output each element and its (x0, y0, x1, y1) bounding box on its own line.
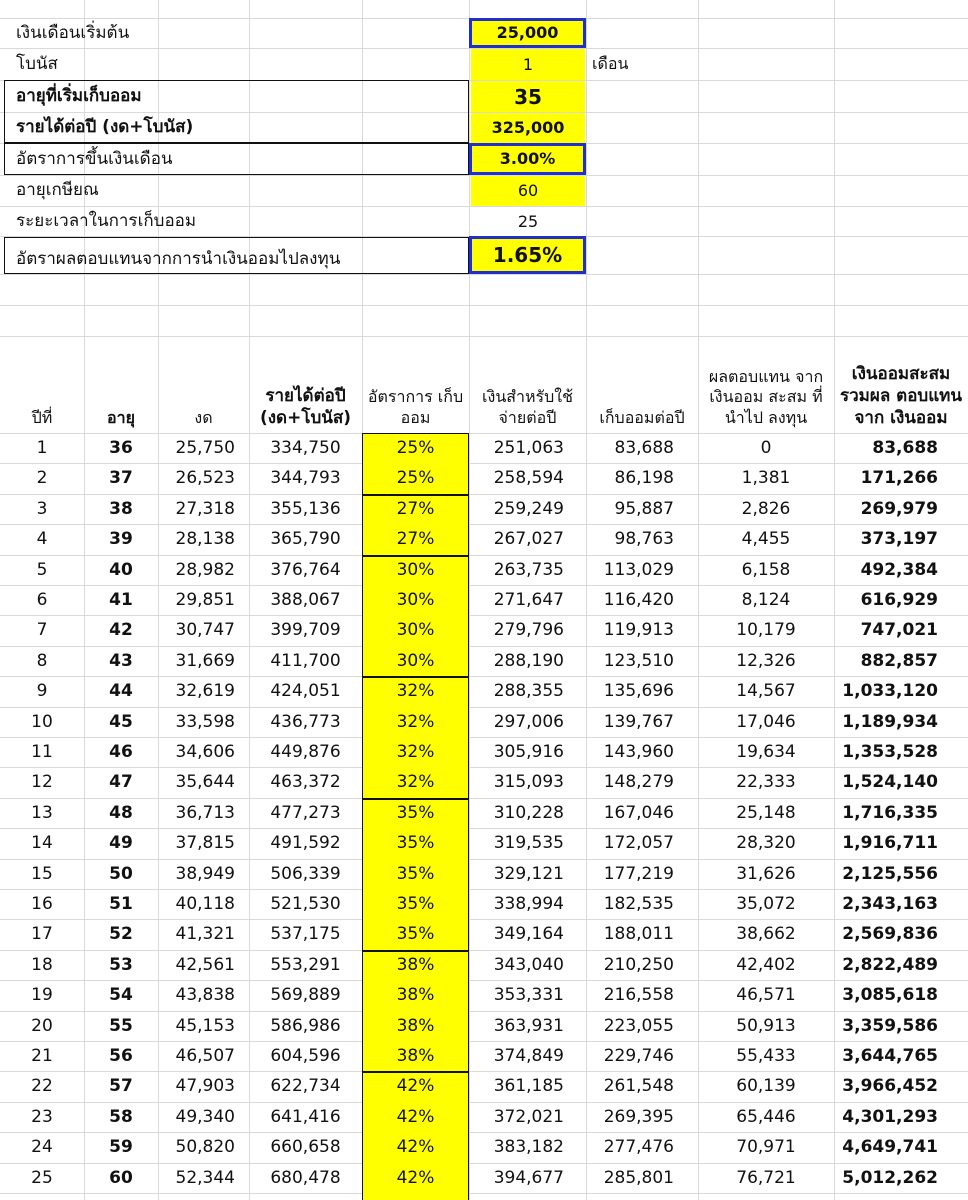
col-annual-income-cell: 365,790 (270, 529, 341, 549)
col-salary-header: งด (194, 408, 213, 428)
col-annual-income-cell: 477,273 (270, 803, 341, 823)
col-age-cell: 50 (109, 864, 133, 884)
col-salary-cell: 50,820 (175, 1137, 235, 1157)
col-spending-cell: 258,594 (493, 468, 564, 488)
param-label-raise-rate: อัตราการขึ้นเงินเดือน (16, 148, 173, 169)
col-annual-income-cell: 641,416 (270, 1107, 341, 1127)
col-annual-income-cell: 604,596 (270, 1046, 341, 1066)
col-annual-income-cell: 399,709 (270, 620, 341, 640)
col-saving-rate-cell: 32% (396, 772, 435, 792)
col-year-cell: 12 (31, 772, 53, 792)
param-value-annual-income[interactable]: 325,000 (471, 113, 585, 143)
col-accumulated-cell: 373,197 (860, 529, 938, 549)
col-age-cell: 59 (109, 1137, 133, 1157)
col-investment-return-cell: 6,158 (741, 560, 791, 580)
col-investment-return-cell: 17,046 (736, 712, 796, 732)
param-label-bonus: โบนัส (16, 53, 58, 74)
col-salary-cell: 36,713 (175, 803, 235, 823)
col-age-cell: 48 (109, 803, 133, 823)
col-accumulated-cell: 1,353,528 (842, 742, 938, 762)
col-year-cell: 10 (31, 712, 53, 732)
param-label-start-age: อายุที่เริ่มเก็บออม (16, 85, 142, 106)
col-annual-income-cell: 537,175 (270, 924, 341, 944)
col-year-cell: 6 (36, 590, 48, 610)
param-value-retire-age[interactable]: 60 (471, 176, 585, 206)
col-salary-cell: 26,523 (175, 468, 235, 488)
col-saving-rate-header: อัตราการ เก็บออม (367, 387, 464, 428)
col-salary-cell: 31,669 (175, 651, 235, 671)
col-year-cell: 22 (31, 1076, 53, 1096)
param-unit-bonus: เดือน (592, 54, 629, 73)
col-saving-rate-cell: 35% (396, 833, 435, 853)
col-saving-rate-cell: 35% (396, 894, 435, 914)
col-accumulated-cell: 2,822,489 (842, 955, 938, 975)
col-spending-cell: 319,535 (493, 833, 564, 853)
col-year-cell: 1 (36, 438, 48, 458)
saving-rate-column-outline (362, 433, 469, 1200)
col-annual-income-cell: 491,592 (270, 833, 341, 853)
col-age-cell: 42 (109, 620, 133, 640)
col-salary-cell: 33,598 (175, 712, 235, 732)
col-investment-return-cell: 65,446 (736, 1107, 796, 1127)
col-saving-per-year-cell: 148,279 (603, 772, 674, 792)
col-year-cell: 3 (36, 499, 48, 519)
col-saving-rate-cell: 42% (396, 1137, 435, 1157)
col-salary-cell: 34,606 (175, 742, 235, 762)
col-investment-return-cell: 28,320 (736, 833, 796, 853)
col-saving-per-year-cell: 119,913 (603, 620, 674, 640)
col-age-cell: 47 (109, 772, 133, 792)
col-saving-per-year-cell: 182,535 (603, 894, 674, 914)
col-saving-per-year-cell: 123,510 (603, 651, 674, 671)
col-investment-return-cell: 12,326 (736, 651, 796, 671)
col-annual-income-cell: 506,339 (270, 864, 341, 884)
col-accumulated-cell: 4,301,293 (842, 1107, 938, 1127)
col-age-cell: 43 (109, 651, 133, 671)
col-investment-return-cell: 10,179 (736, 620, 796, 640)
col-accumulated-cell: 3,644,765 (842, 1046, 938, 1066)
col-age-cell: 41 (109, 590, 133, 610)
col-saving-rate-cell: 30% (396, 620, 435, 640)
col-saving-rate-cell: 38% (396, 985, 435, 1005)
col-accumulated-cell: 3,359,586 (842, 1016, 938, 1036)
col-spending-cell: 288,355 (493, 681, 564, 701)
col-saving-per-year-header: เก็บออมต่อปี (599, 408, 685, 428)
col-saving-rate-cell: 25% (396, 438, 435, 458)
col-investment-return-cell: 2,826 (741, 499, 791, 519)
grid-row-line (0, 274, 968, 275)
col-accumulated-cell: 882,857 (860, 651, 938, 671)
col-age-header: อายุ (107, 408, 135, 428)
col-spending-cell: 353,331 (493, 985, 564, 1005)
col-salary-cell: 28,982 (175, 560, 235, 580)
col-salary-cell: 37,815 (175, 833, 235, 853)
col-spending-cell: 271,647 (493, 590, 564, 610)
col-saving-per-year-cell: 177,219 (603, 864, 674, 884)
col-annual-income-cell: 660,658 (270, 1137, 341, 1157)
col-salary-cell: 35,644 (175, 772, 235, 792)
col-investment-return-cell: 22,333 (736, 772, 796, 792)
param-value-start-age[interactable]: 35 (471, 81, 585, 112)
col-saving-per-year-cell: 269,395 (603, 1107, 674, 1127)
col-salary-cell: 45,153 (175, 1016, 235, 1036)
col-saving-per-year-cell: 210,250 (603, 955, 674, 975)
col-investment-return-cell: 8,124 (741, 590, 791, 610)
col-spending-cell: 338,994 (493, 894, 564, 914)
col-investment-return-cell: 25,148 (736, 803, 796, 823)
col-annual-income-cell: 355,136 (270, 499, 341, 519)
col-spending-cell: 263,735 (493, 560, 564, 580)
col-investment-return-header: ผลตอบแทน จากเงินออม สะสม ที่นำไป ลงทุน (708, 366, 824, 428)
col-year-cell: 14 (31, 833, 53, 853)
param-value-bonus[interactable]: 1 (471, 49, 585, 80)
col-annual-income-cell: 521,530 (270, 894, 341, 914)
col-age-cell: 36 (109, 438, 133, 458)
col-saving-per-year-cell: 277,476 (603, 1137, 674, 1157)
col-saving-per-year-cell: 98,763 (614, 529, 674, 549)
col-age-cell: 57 (109, 1076, 133, 1096)
col-saving-per-year-cell: 261,548 (603, 1076, 674, 1096)
col-spending-cell: 288,190 (493, 651, 564, 671)
col-saving-per-year-cell: 285,801 (603, 1168, 674, 1188)
col-saving-per-year-cell: 83,688 (614, 438, 674, 458)
col-investment-return-cell: 70,971 (736, 1137, 796, 1157)
col-accumulated-cell: 3,966,452 (842, 1076, 938, 1096)
col-age-cell: 44 (109, 681, 133, 701)
col-annual-income-cell: 449,876 (270, 742, 341, 762)
param-label-return-rate: อัตราผลตอบแทนจากการนำเงินออมไปลงทุน (16, 249, 341, 269)
col-investment-return-cell: 0 (760, 438, 772, 458)
col-annual-income-cell: 680,478 (270, 1168, 341, 1188)
col-accumulated-cell: 1,716,335 (842, 803, 938, 823)
col-accumulated-cell: 4,649,741 (842, 1137, 938, 1157)
col-salary-cell: 29,851 (175, 590, 235, 610)
param-value-return-rate[interactable]: 1.65% (469, 236, 586, 274)
col-saving-per-year-cell: 139,767 (603, 712, 674, 732)
col-saving-rate-cell: 32% (396, 681, 435, 701)
col-investment-return-cell: 50,913 (736, 1016, 796, 1036)
col-salary-cell: 40,118 (175, 894, 235, 914)
col-accumulated-cell: 492,384 (860, 560, 938, 580)
param-value-saving-period[interactable]: 25 (517, 211, 539, 231)
col-saving-rate-cell: 27% (396, 529, 435, 549)
col-spending-cell: 372,021 (493, 1107, 564, 1127)
param-label-retire-age: อายุเกษียณ (16, 180, 99, 200)
col-spending-cell: 383,182 (493, 1137, 564, 1157)
col-salary-cell: 38,949 (175, 864, 235, 884)
col-investment-return-cell: 1,381 (741, 468, 791, 488)
col-saving-rate-cell: 30% (396, 560, 435, 580)
col-saving-rate-cell: 27% (396, 499, 435, 519)
col-salary-cell: 47,903 (175, 1076, 235, 1096)
col-accumulated-cell: 1,033,120 (842, 681, 938, 701)
col-investment-return-cell: 35,072 (736, 894, 796, 914)
col-salary-cell: 25,750 (175, 438, 235, 458)
col-investment-return-cell: 4,455 (741, 529, 791, 549)
col-age-cell: 58 (109, 1107, 133, 1127)
col-accumulated-cell: 3,085,618 (842, 985, 938, 1005)
col-saving-per-year-cell: 188,011 (603, 924, 674, 944)
col-investment-return-cell: 46,571 (736, 985, 796, 1005)
col-spending-cell: 279,796 (493, 620, 564, 640)
col-year-cell: 2 (36, 468, 48, 488)
col-saving-rate-cell: 42% (396, 1168, 435, 1188)
col-spending-cell: 310,228 (493, 803, 564, 823)
col-salary-cell: 42,561 (175, 955, 235, 975)
col-saving-rate-cell: 25% (396, 468, 435, 488)
col-accumulated-cell: 2,343,163 (842, 894, 938, 914)
col-saving-per-year-cell: 223,055 (603, 1016, 674, 1036)
col-year-cell: 15 (31, 864, 53, 884)
col-salary-cell: 46,507 (175, 1046, 235, 1066)
col-spending-cell: 343,040 (493, 955, 564, 975)
col-age-cell: 49 (109, 833, 133, 853)
col-salary-cell: 27,318 (175, 499, 235, 519)
col-year-cell: 23 (31, 1107, 53, 1127)
col-accumulated-cell: 616,929 (860, 590, 938, 610)
col-saving-rate-cell: 35% (396, 924, 435, 944)
col-year-cell: 9 (36, 681, 48, 701)
col-year-cell: 17 (31, 924, 53, 944)
col-spending-cell: 267,027 (493, 529, 564, 549)
col-accumulated-cell: 269,979 (860, 499, 938, 519)
col-salary-cell: 28,138 (175, 529, 235, 549)
col-age-cell: 45 (109, 712, 133, 732)
col-spending-cell: 305,916 (493, 742, 564, 762)
col-annual-income-cell: 463,372 (270, 772, 341, 792)
col-saving-per-year-cell: 86,198 (614, 468, 674, 488)
col-salary-cell: 32,619 (175, 681, 235, 701)
col-year-cell: 11 (31, 742, 53, 762)
col-annual-income-cell: 553,291 (270, 955, 341, 975)
param-label-start-salary: เงินเดือนเริ่มต้น (16, 22, 130, 43)
col-investment-return-cell: 19,634 (736, 742, 796, 762)
col-year-cell: 18 (31, 955, 53, 975)
col-accumulated-cell: 747,021 (860, 620, 938, 640)
col-year-cell: 8 (36, 651, 48, 671)
col-saving-rate-cell: 42% (396, 1076, 435, 1096)
col-age-cell: 60 (109, 1168, 133, 1188)
col-annual-income-cell: 344,793 (270, 468, 341, 488)
col-investment-return-cell: 55,433 (736, 1046, 796, 1066)
col-annual-income-cell: 586,986 (270, 1016, 341, 1036)
col-investment-return-cell: 76,721 (736, 1168, 796, 1188)
col-saving-per-year-cell: 95,887 (614, 499, 674, 519)
col-salary-cell: 52,344 (175, 1168, 235, 1188)
col-investment-return-cell: 60,139 (736, 1076, 796, 1096)
col-age-cell: 46 (109, 742, 133, 762)
col-accumulated-cell: 1,916,711 (842, 833, 938, 853)
col-saving-rate-cell: 32% (396, 742, 435, 762)
col-age-cell: 54 (109, 985, 133, 1005)
col-accumulated-cell: 1,189,934 (842, 712, 938, 732)
col-spending-header: เงินสำหรับใช้ จ่ายต่อปี (482, 387, 573, 428)
col-spending-cell: 394,677 (493, 1168, 564, 1188)
col-spending-cell: 297,006 (493, 712, 564, 732)
grid-row-line (0, 305, 968, 306)
param-value-start-salary[interactable]: 25,000 (469, 18, 586, 48)
col-saving-per-year-cell: 143,960 (603, 742, 674, 762)
col-annual-income-cell: 622,734 (270, 1076, 341, 1096)
col-investment-return-cell: 14,567 (736, 681, 796, 701)
col-age-cell: 53 (109, 955, 133, 975)
col-saving-rate-cell: 38% (396, 1046, 435, 1066)
col-accumulated-header: เงินออมสะสม รวมผล ตอบแทนจาก เงินออม (839, 363, 962, 428)
col-investment-return-cell: 42,402 (736, 955, 796, 975)
col-age-cell: 37 (109, 468, 133, 488)
col-spending-cell: 259,249 (493, 499, 564, 519)
col-age-cell: 56 (109, 1046, 133, 1066)
grid-row-line (0, 1193, 968, 1194)
col-saving-per-year-cell: 113,029 (603, 560, 674, 580)
col-year-cell: 16 (31, 894, 53, 914)
col-year-cell: 5 (36, 560, 48, 580)
col-spending-cell: 349,164 (493, 924, 564, 944)
col-spending-cell: 374,849 (493, 1046, 564, 1066)
col-saving-per-year-cell: 229,746 (603, 1046, 674, 1066)
col-year-cell: 20 (31, 1016, 53, 1036)
col-year-cell: 25 (31, 1168, 53, 1188)
col-spending-cell: 361,185 (493, 1076, 564, 1096)
col-accumulated-cell: 171,266 (860, 468, 938, 488)
col-accumulated-cell: 83,688 (872, 438, 938, 458)
col-saving-rate-cell: 35% (396, 803, 435, 823)
col-age-cell: 52 (109, 924, 133, 944)
param-label-saving-period: ระยะเวลาในการเก็บออม (16, 210, 197, 231)
col-year-cell: 13 (31, 803, 53, 823)
col-saving-rate-cell: 35% (396, 864, 435, 884)
col-annual-income-cell: 376,764 (270, 560, 341, 580)
col-year-cell: 21 (31, 1046, 53, 1066)
col-annual-income-cell: 436,773 (270, 712, 341, 732)
col-accumulated-cell: 2,569,836 (842, 924, 938, 944)
col-saving-per-year-cell: 135,696 (603, 681, 674, 701)
col-saving-rate-cell: 38% (396, 1016, 435, 1036)
col-spending-cell: 329,121 (493, 864, 564, 884)
col-spending-cell: 251,063 (493, 438, 564, 458)
col-investment-return-cell: 31,626 (736, 864, 796, 884)
param-value-raise-rate[interactable]: 3.00% (469, 143, 586, 175)
param-label-annual-income: รายได้ต่อปี (งด+โบนัส) (16, 117, 194, 137)
col-annual-income-cell: 424,051 (270, 681, 341, 701)
col-annual-income-cell: 388,067 (270, 590, 341, 610)
col-year-cell: 19 (31, 985, 53, 1005)
col-saving-rate-cell: 30% (396, 651, 435, 671)
col-saving-rate-cell: 42% (396, 1107, 435, 1127)
col-age-cell: 39 (109, 529, 133, 549)
col-accumulated-cell: 1,524,140 (842, 772, 938, 792)
col-saving-rate-cell: 30% (396, 590, 435, 610)
col-age-cell: 38 (109, 499, 133, 519)
col-investment-return-cell: 38,662 (736, 924, 796, 944)
col-spending-cell: 363,931 (493, 1016, 564, 1036)
col-saving-per-year-cell: 116,420 (603, 590, 674, 610)
col-saving-rate-cell: 38% (396, 955, 435, 975)
col-accumulated-cell: 2,125,556 (842, 864, 938, 884)
col-salary-cell: 49,340 (175, 1107, 235, 1127)
col-annual-income-cell: 334,750 (270, 438, 341, 458)
col-year-header: ปีที่ (31, 408, 53, 428)
col-spending-cell: 315,093 (493, 772, 564, 792)
col-year-cell: 24 (31, 1137, 53, 1157)
col-saving-per-year-cell: 216,558 (603, 985, 674, 1005)
col-salary-cell: 30,747 (175, 620, 235, 640)
col-saving-per-year-cell: 172,057 (603, 833, 674, 853)
col-age-cell: 51 (109, 894, 133, 914)
col-salary-cell: 43,838 (175, 985, 235, 1005)
col-annual-income-header: รายได้ต่อปี (งด+โบนัส) (259, 385, 352, 428)
col-salary-cell: 41,321 (175, 924, 235, 944)
col-age-cell: 55 (109, 1016, 133, 1036)
col-annual-income-cell: 411,700 (270, 651, 341, 671)
col-accumulated-cell: 5,012,262 (842, 1168, 938, 1188)
col-age-cell: 40 (109, 560, 133, 580)
col-year-cell: 7 (36, 620, 48, 640)
col-saving-rate-cell: 32% (396, 712, 435, 732)
col-year-cell: 4 (36, 529, 48, 549)
col-saving-per-year-cell: 167,046 (603, 803, 674, 823)
col-annual-income-cell: 569,889 (270, 985, 341, 1005)
